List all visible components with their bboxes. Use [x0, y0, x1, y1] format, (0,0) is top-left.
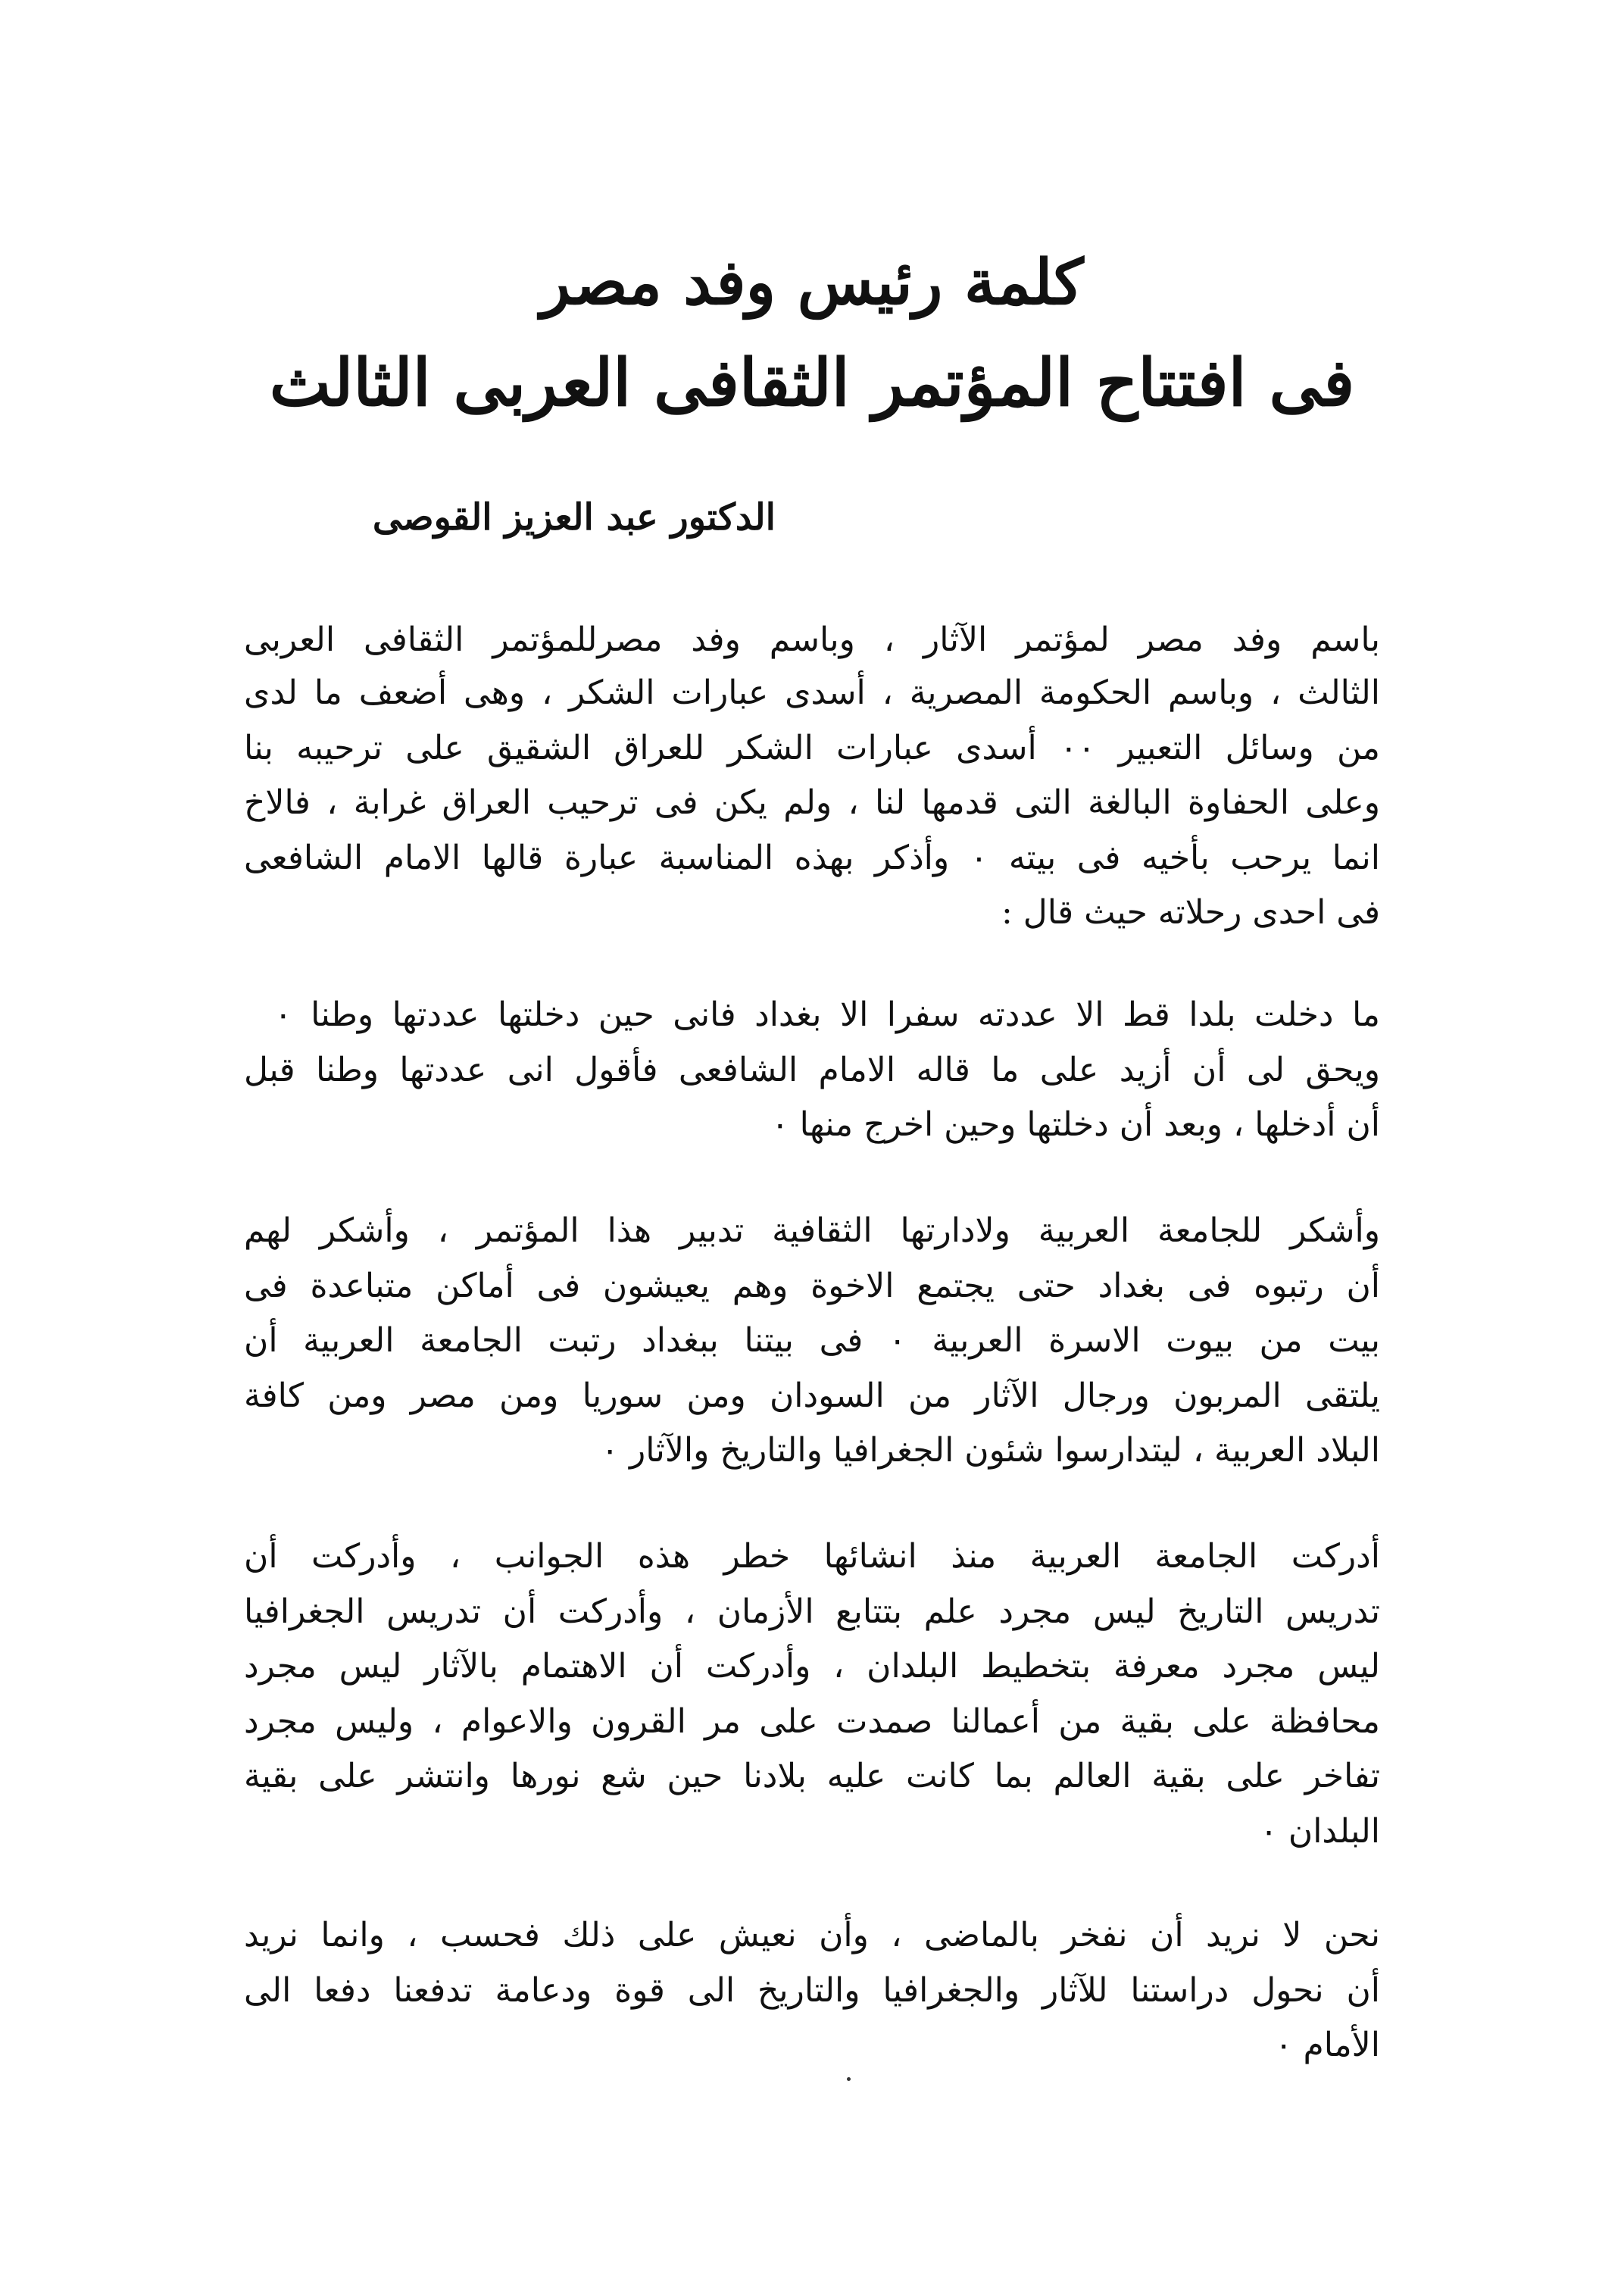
author-name: الدكتور عبد العزيز القوصى: [372, 496, 776, 539]
paragraph-1-line: وعلى الحفاوة البالغة التى قدمها لنا ، ولم يكن فى ترحيب العراق غرابة ، فالاخ: [244, 783, 1380, 822]
paragraph-5-line: أن نحول دراستنا للآثار والجغرافيا والتاريخ الى قوة ودعامة تدفعنا دفعا الى: [244, 1971, 1380, 2010]
paragraph-2-line: ويحق لى أن أزيد على ما قاله الامام الشافعى فأقول انى عددتها وطنا قبل: [244, 1051, 1380, 1089]
title-line-1: كلمة رئيس وفد مصر: [540, 246, 1084, 319]
paragraph-1-line: من وسائل التعبير ٠٠ أسدى عبارات الشكر للعراق الشقيق على ترحيبه بنا: [244, 729, 1380, 767]
paragraph-1-line: فى احدى رحلاته حيث قال :: [1001, 893, 1380, 932]
paragraph-1-line: الثالث ، وباسم الحكومة المصرية ، أسدى عبارات الشكر ، وهى أضعف ما لدى: [244, 673, 1380, 712]
paragraph-1-line: باسم وفد مصر لمؤتمر الآثار ، وباسم وفد مصرللمؤتمر الثقافى العربى: [244, 620, 1380, 659]
paragraph-3-line: البلاد العربية ، ليتدارسوا شئون الجغرافيا والتاريخ والآثار ٠: [601, 1431, 1380, 1470]
quote-line: ما دخلت بلدا قط الا عددته سفرا الا بغداد فانى حين دخلتها عددتها وطنا ٠: [274, 995, 1380, 1034]
paragraph-3-line: وأشكر للجامعة العربية ولادارتها الثقافية تدبير هذا المؤتمر ، وأشكر لهم: [244, 1211, 1380, 1250]
paragraph-1-line: انما يرحب بأخيه فى بيته ٠ وأذكر بهذه المناسبة عبارة قالها الامام الشافعى: [244, 839, 1380, 877]
paragraph-4-line: تفاخر على بقية العالم بما كانت عليه بلادنا حين شع نورها وانتشر على بقية: [244, 1757, 1380, 1795]
paragraph-3-line: أن رتبوه فى بغداد حتى يجتمع الاخوة وهم يعيشون فى أماكن متباعدة فى: [244, 1267, 1380, 1305]
paragraph-4-line: ليس مجرد معرفة بتخطيط البلدان ، وأدركت أن الاهتمام بالآثار ليس مجرد: [244, 1647, 1380, 1686]
paragraph-4-line: محافظة على بقية من أعمالنا صمدت على مر القرون والاعوام ، وليس مجرد: [244, 1702, 1380, 1741]
paragraph-4-line: تدريس التاريخ ليس مجرد علم بتتابع الأزمان ، وأدركت أن تدريس الجغرافيا: [244, 1592, 1380, 1631]
paragraph-2-line: أن أدخلها ، وبعد أن دخلتها وحين اخرج منها ٠: [770, 1105, 1380, 1144]
paragraph-5-line: نحن لا نريد أن نفخر بالماضى ، وأن نعيش على ذلك فحسب ، وانما نريد: [244, 1916, 1380, 1954]
title-line-2: فى افتتاح المؤتمر الثقافى العربى الثالث: [269, 345, 1355, 421]
paragraph-3-line: يلتقى المربون ورجال الآثار من السودان ومن سوريا ومن مصر ومن كافة: [244, 1376, 1380, 1415]
paragraph-3-line: بيت من بيوت الاسرة العربية ٠ فى بيتنا ببغداد رتبت الجامعة العربية أن: [244, 1321, 1380, 1360]
paragraph-5-line: الأمام ٠: [1274, 2026, 1380, 2064]
paragraph-4-line: البلدان ٠: [1260, 1812, 1380, 1851]
scan-speck: [847, 2077, 851, 2081]
paragraph-4-line: أدركت الجامعة العربية منذ انشائها خطر هذه الجوانب ، وأدركت أن: [244, 1537, 1380, 1576]
